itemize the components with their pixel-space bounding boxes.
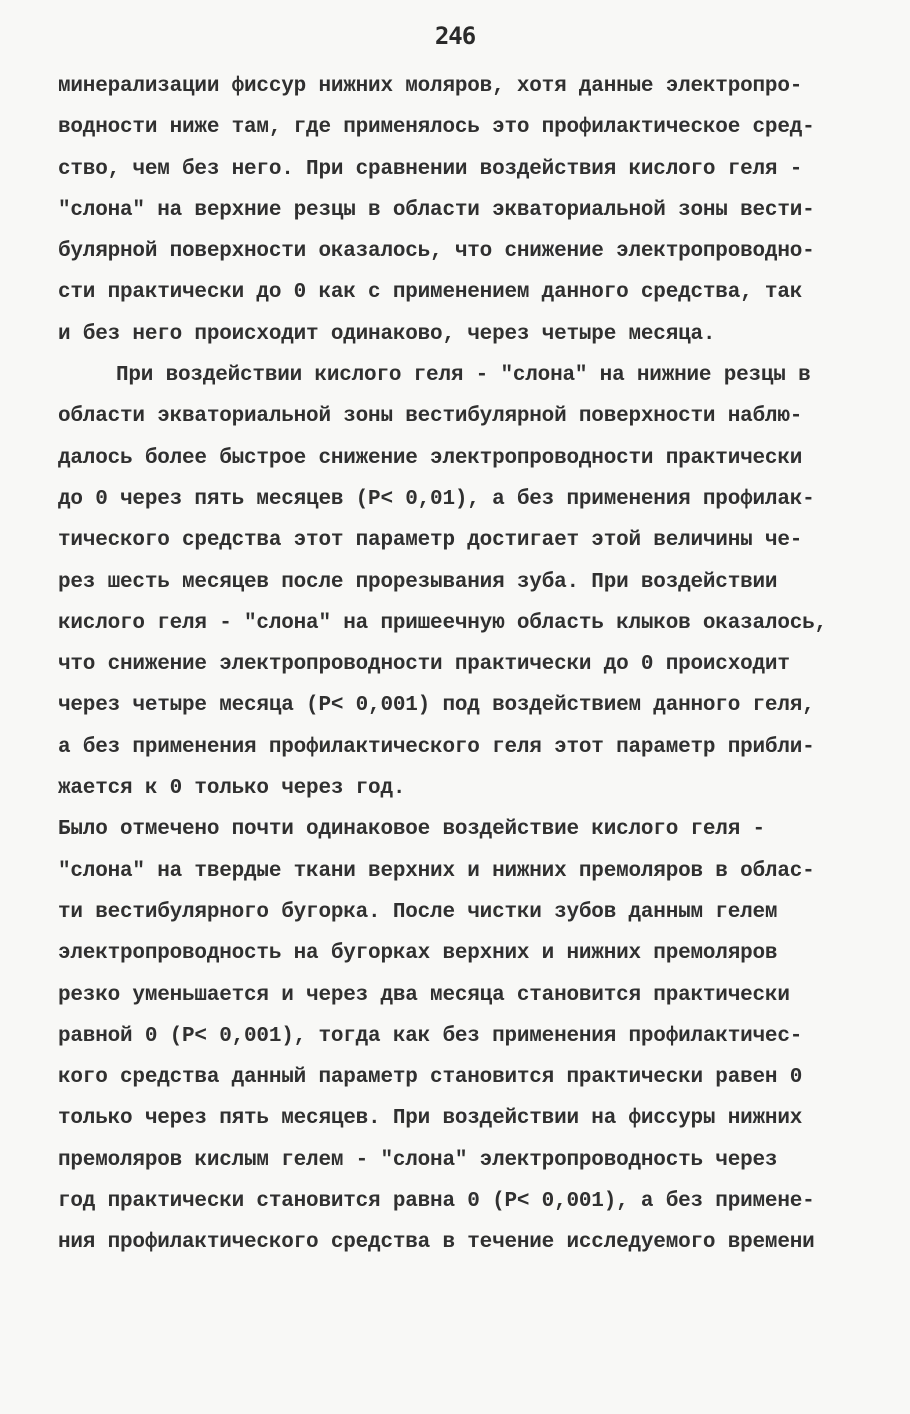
text-line: и без него происходит одинаково, через четыре месяца. <box>58 322 716 346</box>
text-line: резко уменьшается и через два месяца становится практически <box>58 983 790 1007</box>
text-line: год практически становится равна 0 (P< 0,001), а без примене- <box>58 1190 815 1214</box>
text-line: ство, чем без него. При сравнении воздействия кислого геля - <box>58 157 803 181</box>
body-text <box>58 66 858 1264</box>
text-line: "слона" на твердые ткани верхних и нижних премоляров в облас- <box>58 859 815 883</box>
text-line: булярной поверхности оказалось, что снижение электропроводно- <box>58 240 815 264</box>
text-line: сти практически до 0 как с применением данного средства, так <box>58 281 803 305</box>
text-line: премоляров кислым гелем - "слона" электропроводность через <box>58 1148 778 1172</box>
text-line: жается к 0 только через год. <box>58 777 406 801</box>
text-line: минерализации фиссур нижних моляров, хотя данные электропро- <box>58 75 803 98</box>
text-line: водности ниже там, где применялось это профилактическое сред- <box>58 116 815 140</box>
text-line: рез шесть месяцев после прорезывания зуба. При воздействии <box>58 570 778 594</box>
text-line: кислого геля - "слона" на пришеечную область клыков оказалось, <box>58 611 827 635</box>
text-line: "слона" на верхние резцы в области экваториальной зоны вести- <box>58 198 815 222</box>
text-line: тического средства этот параметр достигает этой величины че- <box>58 529 803 553</box>
text-line: области экваториальной зоны вестибулярной поверхности наблю- <box>58 405 803 429</box>
text-line: ния профилактического средства в течение исследуемого времени <box>58 1231 815 1255</box>
text-line: ти вестибулярного бугорка. После чистки зубов данным гелем <box>58 900 778 924</box>
text-line: равной 0 (P< 0,001), тогда как без применения профилактичес- <box>58 1024 803 1048</box>
text-line: электропроводность на бугорках верхних и нижних премоляров <box>58 942 778 966</box>
text-line: через четыре месяца (P< 0,001) под воздействием данного геля, <box>58 694 815 718</box>
text-line: далось более быстрое снижение электропроводности практически <box>58 446 803 470</box>
page-number: 246 <box>434 22 476 50</box>
text-line: При воздействии кислого геля - "слона" на нижние резцы в <box>116 364 811 388</box>
text-line: Было отмечено почти одинаковое воздействие кислого геля - <box>58 818 765 842</box>
text-line: что снижение электропроводности практически до 0 происходит <box>58 653 790 677</box>
text-line: а без применения профилактического геля этот параметр прибли- <box>58 735 815 759</box>
text-line: кого средства данный параметр становится практически равен 0 <box>58 1066 803 1090</box>
text-line: до 0 через пять месяцев (P< 0,01), а без применения профилак- <box>58 487 815 511</box>
text-line: только через пять месяцев. При воздействии на фиссуры нижних <box>58 1107 803 1131</box>
